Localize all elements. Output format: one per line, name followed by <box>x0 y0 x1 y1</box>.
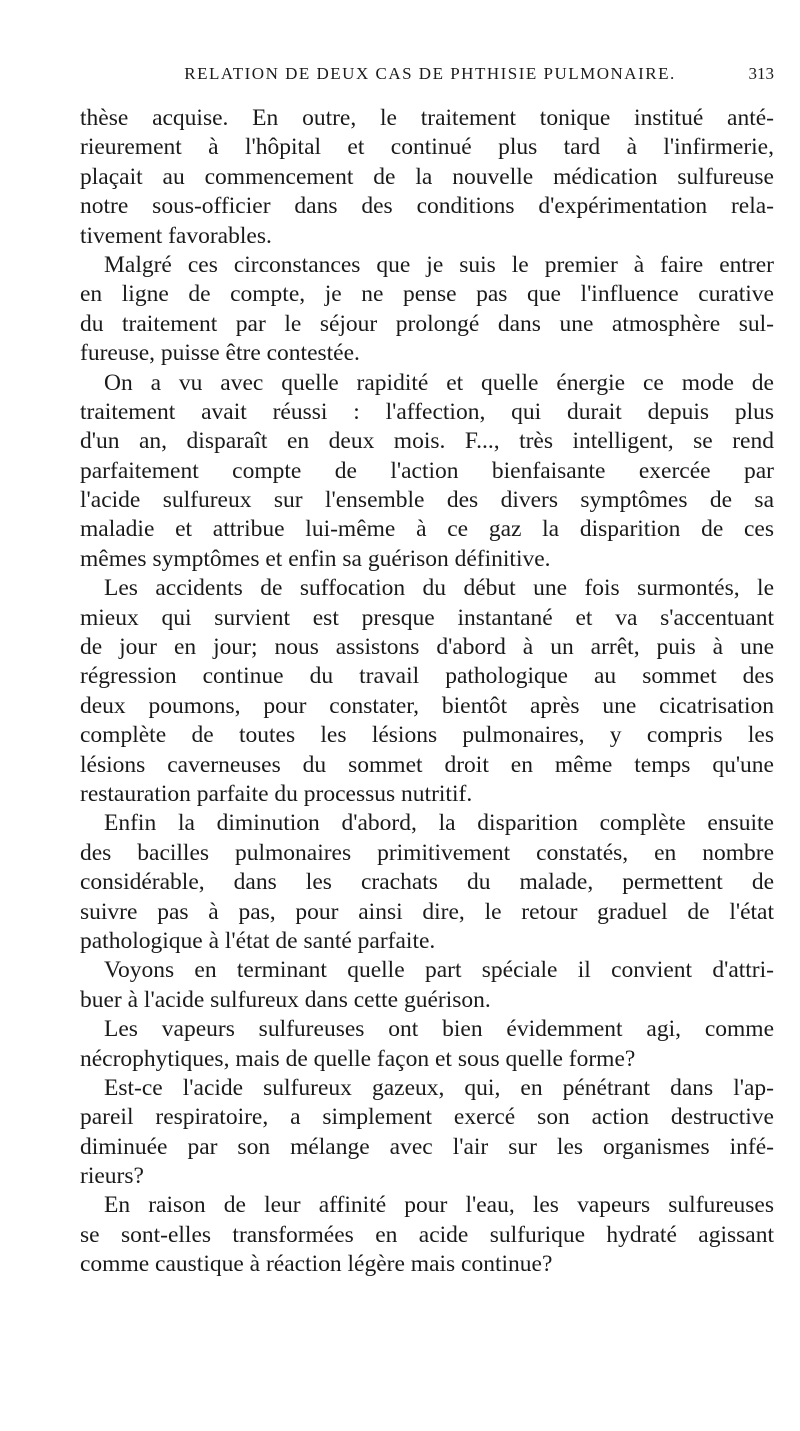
text-line: rieurs? <box>80 1163 144 1190</box>
text-line: comme caustique à réaction légère mais continue? <box>80 1251 553 1278</box>
text-line: pareil respiratoire, a simplement exercé son action destructive <box>80 1104 774 1131</box>
text-line: deux poumons, pour constater, bientôt après une cicatrisation <box>80 692 774 719</box>
text-line: restauration parfaite du processus nutritif. <box>80 780 473 807</box>
text-line: Est-ce l'acide sulfureux gazeux, qui, en pénétrant dans l'ap- <box>104 1074 774 1101</box>
text-line: régression continue du travail pathologique au sommet des <box>80 663 774 690</box>
text-line: Les vapeurs sulfureuses ont bien évidemment agi, comme <box>104 1016 774 1043</box>
text-line: en ligne de compte, je ne pense pas que l'influence curative <box>80 281 774 308</box>
text-line: rieurement à l'hôpital et continué plus tard à l'infirmerie, <box>80 134 774 161</box>
text-line: Les accidents de suffocation du début une fois surmontés, le <box>104 575 774 602</box>
text-line: buer à l'acide sulfureux dans cette guérison. <box>80 986 491 1013</box>
text-line: tivement favorables. <box>80 222 272 249</box>
text-line: Malgré ces circonstances que je suis le premier à faire entrer <box>104 251 774 278</box>
text-line: se sont-elles transformées en acide sulfurique hydraté agissant <box>80 1221 774 1248</box>
running-head: RELATION DE DEUX CAS DE PHTHISIE PULMONAIRE. <box>184 64 676 83</box>
text-line: considérable, dans les crachats du malade, permettent de <box>80 869 774 896</box>
text-line: suivre pas à pas, pour ainsi dire, le retour graduel de l'état <box>80 898 774 925</box>
text-line: de jour en jour; nous assistons d'abord à un arrêt, puis à une <box>80 634 774 661</box>
text-line: maladie et attribue lui-même à ce gaz la disparition de ces <box>80 516 774 543</box>
text-line: lésions caverneuses du sommet droit en même temps qu'une <box>80 751 774 778</box>
text-line: plaçait au commencement de la nouvelle médication sulfureuse <box>80 163 774 190</box>
text-line: des bacilles pulmonaires primitivement constatés, en nombre <box>80 839 774 866</box>
text-line: d'un an, disparaît en deux mois. F..., très intelligent, se rend <box>80 428 774 455</box>
text-line: thèse acquise. En outre, le traitement tonique institué anté- <box>80 105 774 131</box>
text-line: traitement avait réussi : l'affection, qui durait depuis plus <box>80 398 774 425</box>
text-line: notre sous-officier dans des conditions d'expérimentation rela- <box>80 193 774 220</box>
text-line: du traitement par le séjour prolongé dans une atmosphère sul- <box>80 310 774 337</box>
text-line: mêmes symptômes et enfin sa guérison définitive. <box>80 545 551 572</box>
text-line: fureuse, puisse être contestée. <box>80 340 360 367</box>
text-line: pathologique à l'état de santé parfaite. <box>80 927 436 954</box>
text-line: En raison de leur affinité pour l'eau, les vapeurs sulfureuses <box>104 1192 774 1219</box>
text-line: Enfin la diminution d'abord, la disparition complète ensuite <box>104 810 774 837</box>
text-line: Voyons en terminant quelle part spéciale il convient d'attri- <box>104 957 774 984</box>
text-line: mieux qui survient est presque instantané et va s'accentuant <box>80 604 774 631</box>
text-line: l'acide sulfureux sur l'ensemble des divers symptômes de sa <box>80 487 774 514</box>
page-number: 313 <box>748 64 774 83</box>
body-text <box>80 104 774 1280</box>
text-line: diminuée par son mélange avec l'air sur les organismes infé- <box>80 1133 774 1160</box>
text-line: nécrophytiques, mais de quelle façon et sous quelle forme? <box>80 1045 636 1072</box>
text-line: complète de toutes les lésions pulmonaires, y compris les <box>80 722 774 749</box>
text-line: On a vu avec quelle rapidité et quelle énergie ce mode de <box>104 369 774 396</box>
text-line: parfaitement compte de l'action bienfaisante exercée par <box>80 457 774 484</box>
